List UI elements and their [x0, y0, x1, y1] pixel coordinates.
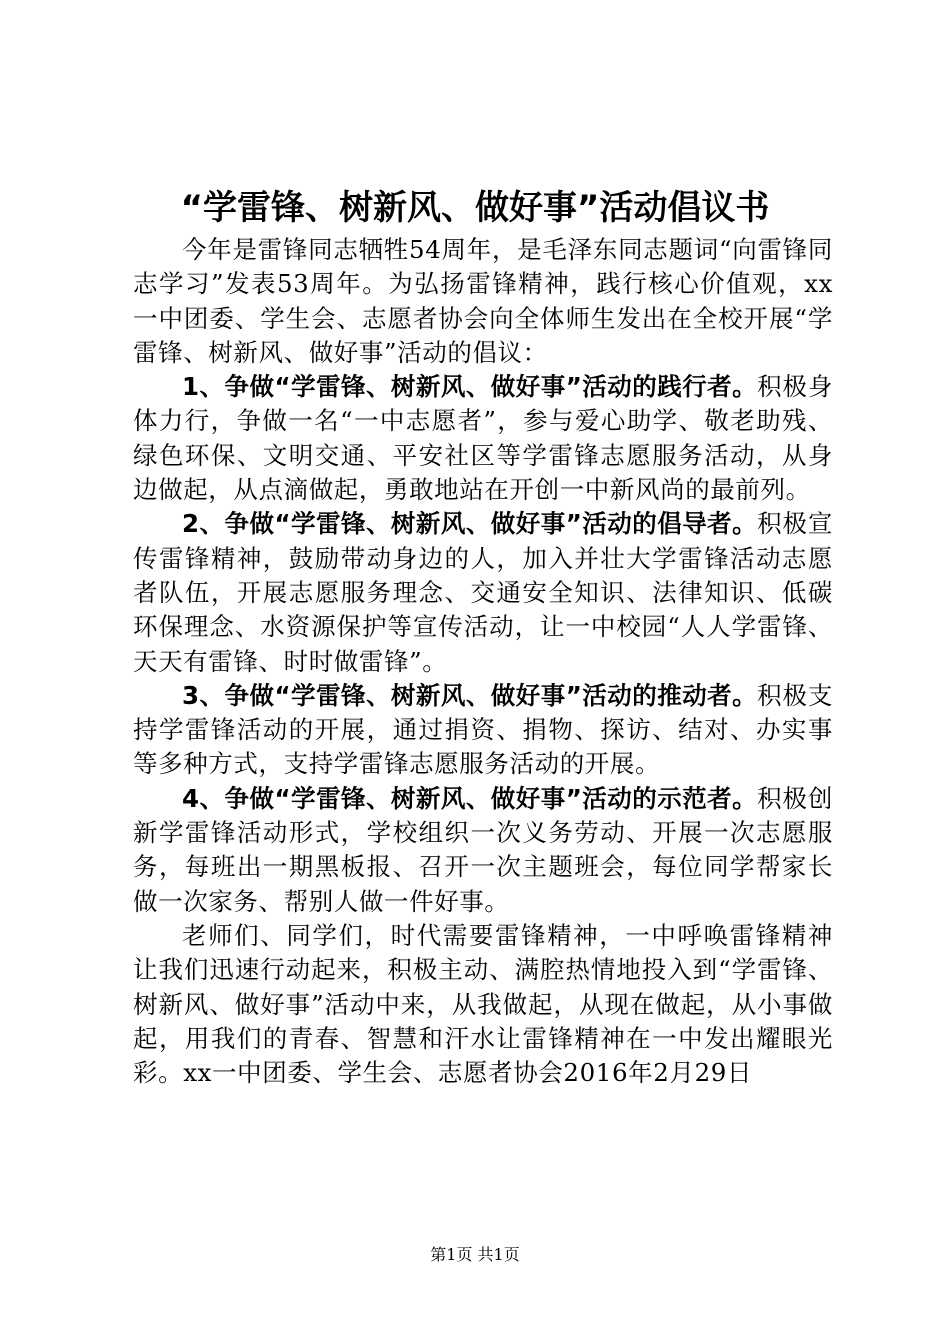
item-paragraph-2: [133, 507, 833, 678]
item-heading-2: 2、争做“学雷锋、树新风、做好事”活动的倡导者。: [182, 509, 758, 539]
item-text-2: 积极宣传雷锋精神，鼓励带动身边的人，加入并壮大学雷锋活动志愿者队伍，开展志愿服务理念、交通安全知识、法律知识、低碳环保理念、水资源保护等宣传活动，让一中校园“人人学雷锋、天天有雷锋、时时做雷锋”。: [133, 509, 833, 676]
page-number-footer: 第1页 共1页: [430, 1245, 520, 1264]
document-title: “学雷锋、树新风、做好事”活动倡议书: [180, 188, 770, 228]
item-heading-4: 4、争做“学雷锋、树新风、做好事”活动的示范者。: [182, 783, 758, 813]
document-body: [133, 233, 833, 1090]
item-paragraph-4: [133, 782, 833, 919]
item-text-3: 积极支持学雷锋活动的开展，通过捐资、捐物、探访、结对、办实事等多种方式，支持学雷锋志愿服务活动的开展。: [133, 680, 833, 779]
item-text-1: 积极身体力行，争做一名“一中志愿者”，参与爱心助学、敬老助残、绿色环保、文明交通、平安社区等学雷锋志愿服务活动，从身边做起，从点滴做起，勇敢地站在开创一中新风尚的最前列。: [133, 372, 833, 505]
item-paragraph-1: [133, 370, 833, 507]
item-text-4: 积极创新学雷锋活动形式，学校组织一次义务劳动、开展一次志愿服务，每班出一期黑板报、召开一次主题班会，每位同学帮家长做一次家务、帮别人做一件好事。: [133, 783, 833, 916]
item-heading-1: 1、争做“学雷锋、树新风、做好事”活动的践行者。: [182, 372, 758, 402]
intro-paragraph: 今年是雷锋同志牺牲54周年，是毛泽东同志题词“向雷锋同志学习”发表53周年。为弘扬雷锋精神，践行核心价值观，xx一中团委、学生会、志愿者协会向全体师生发出在全校开展“学雷锋、树新风、做好事”活动的倡议：: [133, 235, 833, 367]
closing-paragraph: 老师们、同学们，时代需要雷锋精神，一中呼唤雷锋精神让我们迅速行动起来，积极主动、满腔热情地投入到“学雷锋、树新风、做好事”活动中来，从我做起，从现在做起，从小事做起，用我们的青春、智慧和汗水让雷锋精神在一中发出耀眼光彩。xx一中团委、学生会、志愿者协会2016年2月29日: [133, 920, 833, 1088]
item-paragraph-3: [133, 679, 833, 782]
item-heading-3: 3、争做“学雷锋、树新风、做好事”活动的推动者。: [182, 680, 758, 710]
